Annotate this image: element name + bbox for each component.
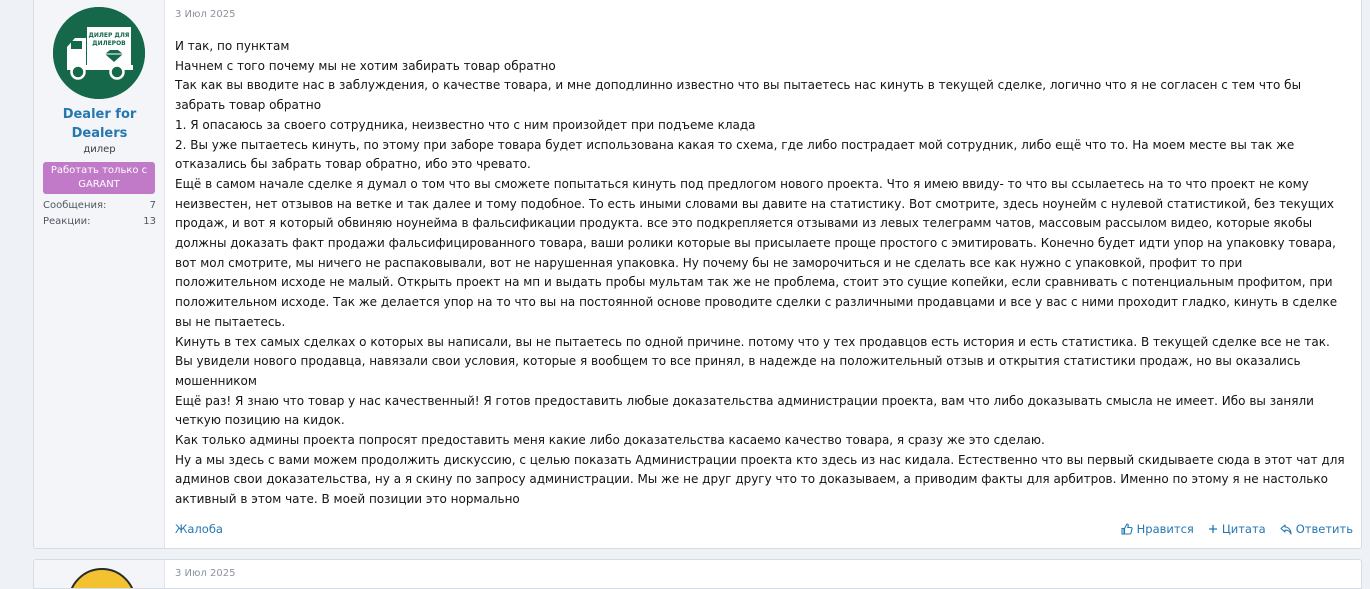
message-line: Как только админы проекта попросят предоставить меня какие либо доказательства касаемо качество товара, я сразу же это сделаю. (175, 433, 1045, 448)
avatar[interactable] (53, 7, 145, 99)
stat-reactions-label: Реакции: (43, 216, 91, 227)
truck-logo-icon (53, 7, 145, 99)
message-body (175, 37, 1345, 510)
like-label: Нравится (1136, 522, 1194, 536)
user-banner (43, 162, 155, 194)
message-line: Начнем с того почему мы не хотим забирать товар обратно (175, 58, 556, 73)
next-post-author-panel (34, 560, 165, 588)
username-line1: Dealer for (62, 107, 137, 122)
avatar-text-line1: ДИЛЕР ДЛЯ (88, 32, 130, 39)
reply-label: Ответить (1295, 522, 1353, 536)
message-line: Ещё в самом начале сделке я думал о том что вы сможете попытаться кинуть под предлогом нового проекта. Что я имею ввиду- то что вы ссылаетесь на то что проект не кому неизвестен, нет отзывов на ветке и так далее и тому подобное. То есть иными словами вы давите на статистику. Вот смотрите, здесь ноунейм с нулевой статистикой, без текущих продаж, и вот я который обвиняю ноунейма в фальсификации продукта. все это подкрепляется отзывами из левых телеграмм чатов, массовым рассылом видео, которые якобы должны доказать факт продажи фальсифицированного товара, ваши ролики которые вы присылаете проще простого с эмитировать. Конечно будет идти упор на упаковку товара, вот мол смотрите, мы ничего не распаковывали, вот не нарушенная упаковка. Ну почему бы не заморочиться и не сделать все как нужно с упаковкой, профит то при положительном исходе не малый. Открыть проект на мп и выдать пробы мультам так же не проблема, стоит это сущие копейки, если сравнивать с потенциальным профитом, при положительном исходе. Так же делается упор на то что вы на постоянной основе проводите сделки с различными продавцами и все у вас с ними проходит гладко, кинуть в сделке вы не пытаетесь. (175, 176, 1338, 329)
next-forum-post (33, 559, 1362, 589)
next-post-date[interactable]: 3 Июл 2025 (175, 568, 236, 579)
user-title: дилер (83, 144, 116, 155)
username-link[interactable] (34, 105, 165, 143)
plus-icon (1208, 524, 1218, 534)
stat-messages-label: Сообщения: (43, 200, 107, 211)
post-author-panel (34, 0, 165, 548)
stat-messages (43, 200, 156, 211)
reply-arrow-icon (1280, 524, 1292, 535)
stat-reactions (43, 216, 156, 227)
user-banner-line2: GARANT (78, 179, 120, 190)
stat-messages-value[interactable]: 7 (149, 200, 156, 211)
avatar[interactable] (68, 568, 136, 589)
user-banner-line1: Работать только с (50, 165, 148, 176)
message-line: 1. Я опасаюсь за своего сотрудника, неизвестно что с ним произойдет при подъеме клада (175, 117, 756, 132)
post-content (175, 0, 1361, 548)
username-line2: Dealers (71, 126, 128, 141)
post-date[interactable]: 3 Июл 2025 (175, 9, 236, 20)
forum-post (33, 0, 1362, 549)
message-line: Ну а мы здесь с вами можем продолжить дискуссию, с целью показать Администрации проекта кто здесь из нас кидала. Естественно что вы первый скидываете сюда в этот чат для админов свои доказательства, ну а я скину по запросу администрации. Мы же не друг другу что то доказываем, а приводим факты для арбитров. Именно по этому я не настолько активный в этом чате. В моей позиции это нормально (175, 452, 1345, 507)
thumbs-up-icon (1121, 523, 1133, 535)
post-footer (175, 521, 1353, 539)
reply-button[interactable] (1280, 522, 1353, 536)
message-line: Кинуть в тех самых сделках о которых вы написали, вы не пытаетесь по одной причине. потому что у тех продавцов есть история и есть статистика. В текущей сделке все не так. Вы увидели нового продавца, навязали свои условия, которые я вообщем то все принял, в надежде на положительный отзыв и открытия статистики продаж, но вы оказались мошенником (175, 334, 1330, 388)
avatar-text-line2: ДИЛЕРОВ (92, 40, 126, 47)
report-link[interactable]: Жалоба (175, 522, 223, 536)
message-line: Ещё раз! Я знаю что товар у нас качественный! Я готов предоставить любые доказательства администрации проекта, вам что либо доказывать смысла не имеет. Ибо вы заняли четкую позицию на кидок. (175, 393, 1314, 428)
post-actions (1121, 522, 1353, 536)
quote-label: Цитата (1221, 522, 1266, 536)
message-line: 2. Вы уже пытаетесь кинуть, по этому при заборе товара будет использована какая то схема, где либо пострадает мой сотрудник, либо ещё что то. На моем месте вы так же отказались бы забрать товар обратно, ибо это чревато. (175, 137, 1295, 172)
like-button[interactable] (1121, 522, 1194, 536)
stat-reactions-value: 13 (143, 216, 156, 227)
quote-button[interactable] (1208, 522, 1266, 536)
message-line: Так как вы вводите нас в заблуждения, о качестве товара, и мне доподлинно известно что вы пытаетесь нас кинуть в текущей сделке, логично что я не согласен с тем что бы забрать товар обратно (175, 78, 1302, 113)
message-line: И так, по пунктам (175, 39, 290, 53)
